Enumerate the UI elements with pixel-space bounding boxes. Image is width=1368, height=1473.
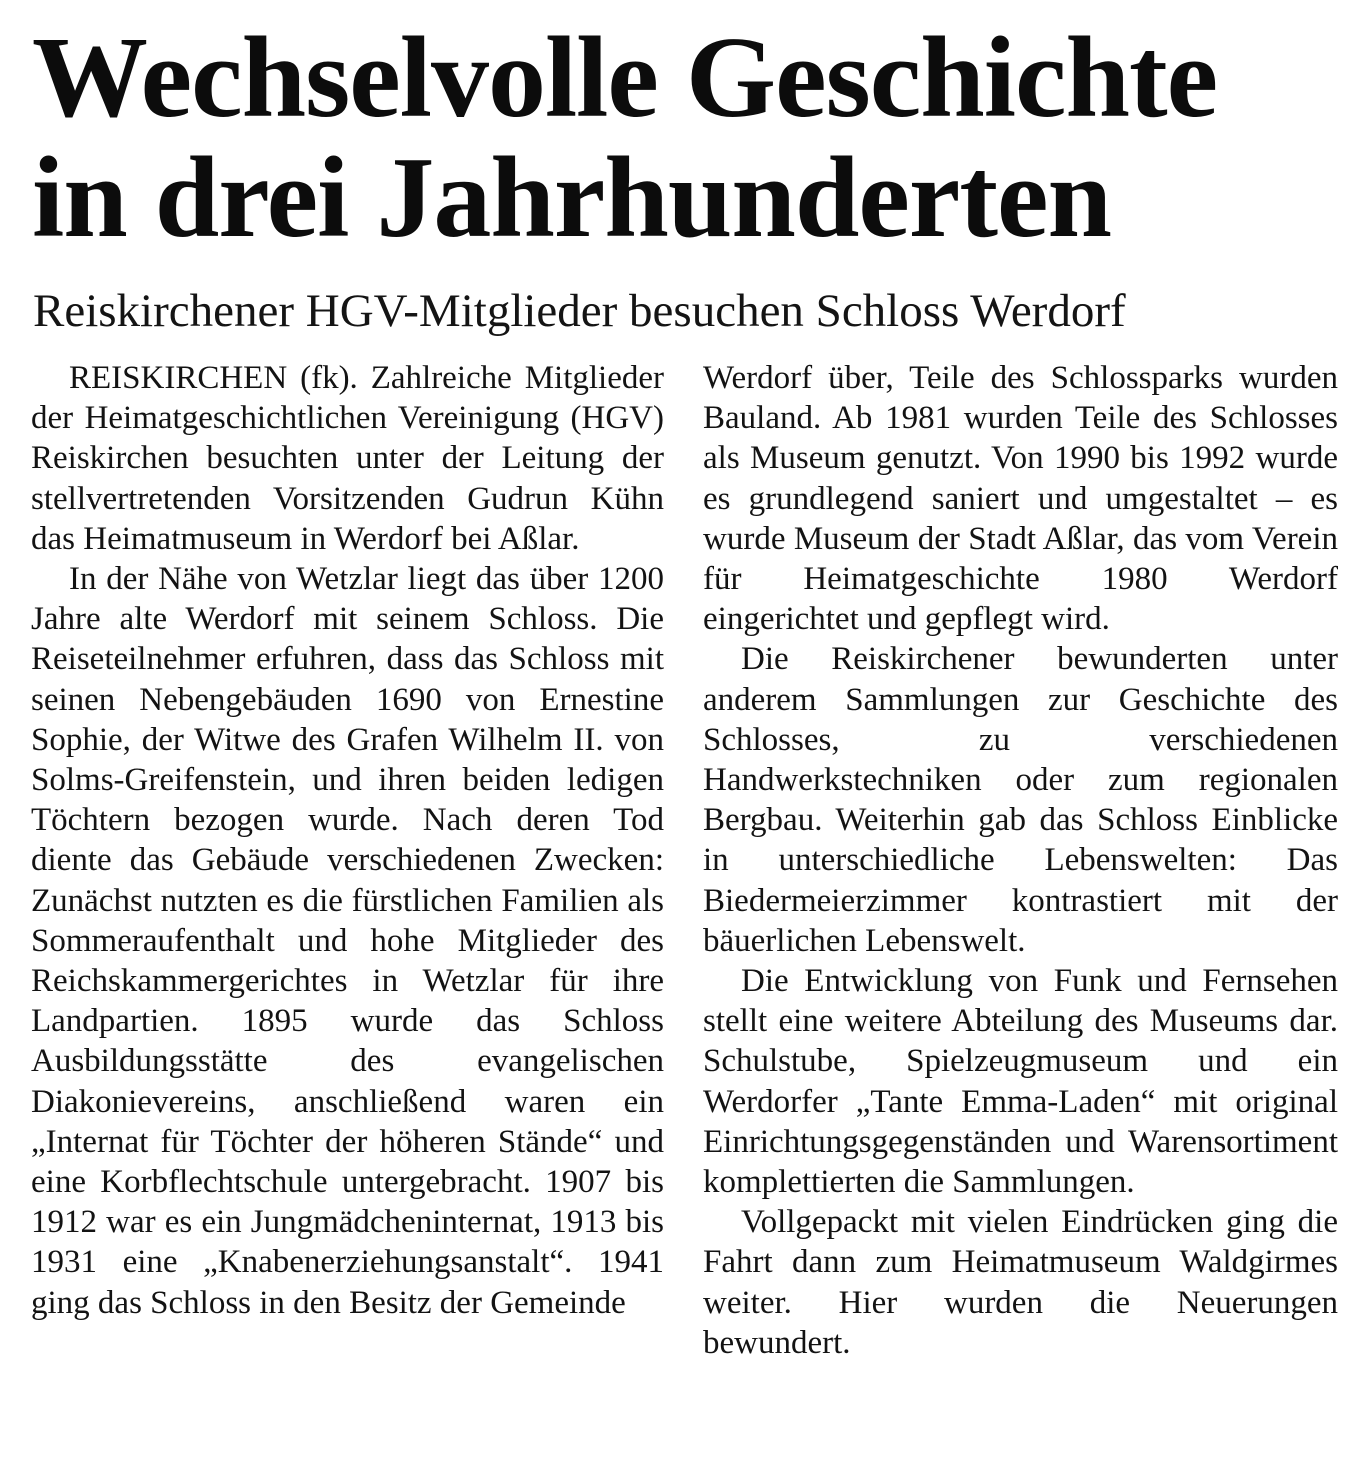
paragraph-history-continued: Werdorf über, Teile des Schlossparks wurden Bauland. Ab 1981 wurden Teile des Schlosses als Museum genutzt. Von 1990 bis 1992 wurde es grundlegend saniert und umgestaltet – es wurde Museum der Stadt Aßlar, das vom Verein für Heimatgeschichte 1980 Werdorf eingerichtet und gepflegt wird. xyxy=(703,360,1338,638)
paragraph-intro: REISKIRCHEN (fk). Zahlreiche Mitglieder der Heimatgeschichtlichen Vereinigung (HGV) Reiskirchen besuchten unter der Leitung der stellvertretenden Vorsitzenden Gudrun Kühn das Heimatmuseum in Werdorf bei Aßlar. xyxy=(31,360,664,557)
headline-line-1: Wechselvolle Geschichte xyxy=(32,14,1218,142)
article-column-left xyxy=(31,358,664,1323)
paragraph-collections: Die Reiskirchener bewunderten unter anderem Sammlungen zur Geschichte des Schlosses, zu verschiedenen Handwerkstechniken oder zum regionalen Bergbau. Weiterhin gab das Schloss Einblicke in unterschiedliche Lebenswelten: Das Biedermeierzimmer kontrastiert mit der bäuerlichen Lebenswelt. xyxy=(703,641,1338,959)
article-column-right xyxy=(703,358,1338,1363)
paragraph-history: In der Nähe von Wetzlar liegt das über 1200 Jahre alte Werdorf mit seinem Schloss. Die Reiseteilnehmer erfuhren, dass das Schloss mit seinen Nebengebäuden 1690 von Ernestine Sophie, der Witwe des Grafen Wilhelm II. von Solms-Greifenstein, und ihren beiden ledigen Töchtern bezogen wurde. Nach deren Tod diente das Gebäude verschiedenen Zwecken: Zunächst nutzten es die fürstlichen Familien als Sommeraufenthalt und hohe Mitglieder des Reichskammergerichtes in Wetzlar für ihre Landpartien. 1895 wurde das Schloss Ausbildungsstätte des evangelischen Diakonievereins, anschließend waren ein „Internat für Töchter der höheren Stände“ und eine Korbflechtschule untergebracht. 1907 bis 1912 war es ein Jungmädcheninternat, 1913 bis 1931 eine „Knabenerziehungsanstalt“. 1941 ging das Schloss in den Besitz der Gemeinde xyxy=(31,561,664,1321)
headline xyxy=(32,14,1352,262)
paragraph-radio-tv: Die Entwicklung von Funk und Fernsehen stellt eine weitere Abteilung des Museums dar. Schulstube, Spielzeugmuseum und ein Werdorfer „Tante Emma-Laden“ mit original Einrichtungsgegenständen und Warensortiment komplettierten die Sammlungen. xyxy=(703,963,1338,1201)
headline-line-2: in drei Jahrhunderten xyxy=(32,134,1112,262)
paragraph-closing: Vollgepackt mit vielen Eindrücken ging die Fahrt dann zum Heimatmuseum Waldgirmes weiter. Hier wurden die Neuerungen bewundert. xyxy=(703,1204,1338,1361)
subheadline: Reiskirchener HGV-Mitglieder besuchen Schloss Werdorf xyxy=(33,285,1126,337)
